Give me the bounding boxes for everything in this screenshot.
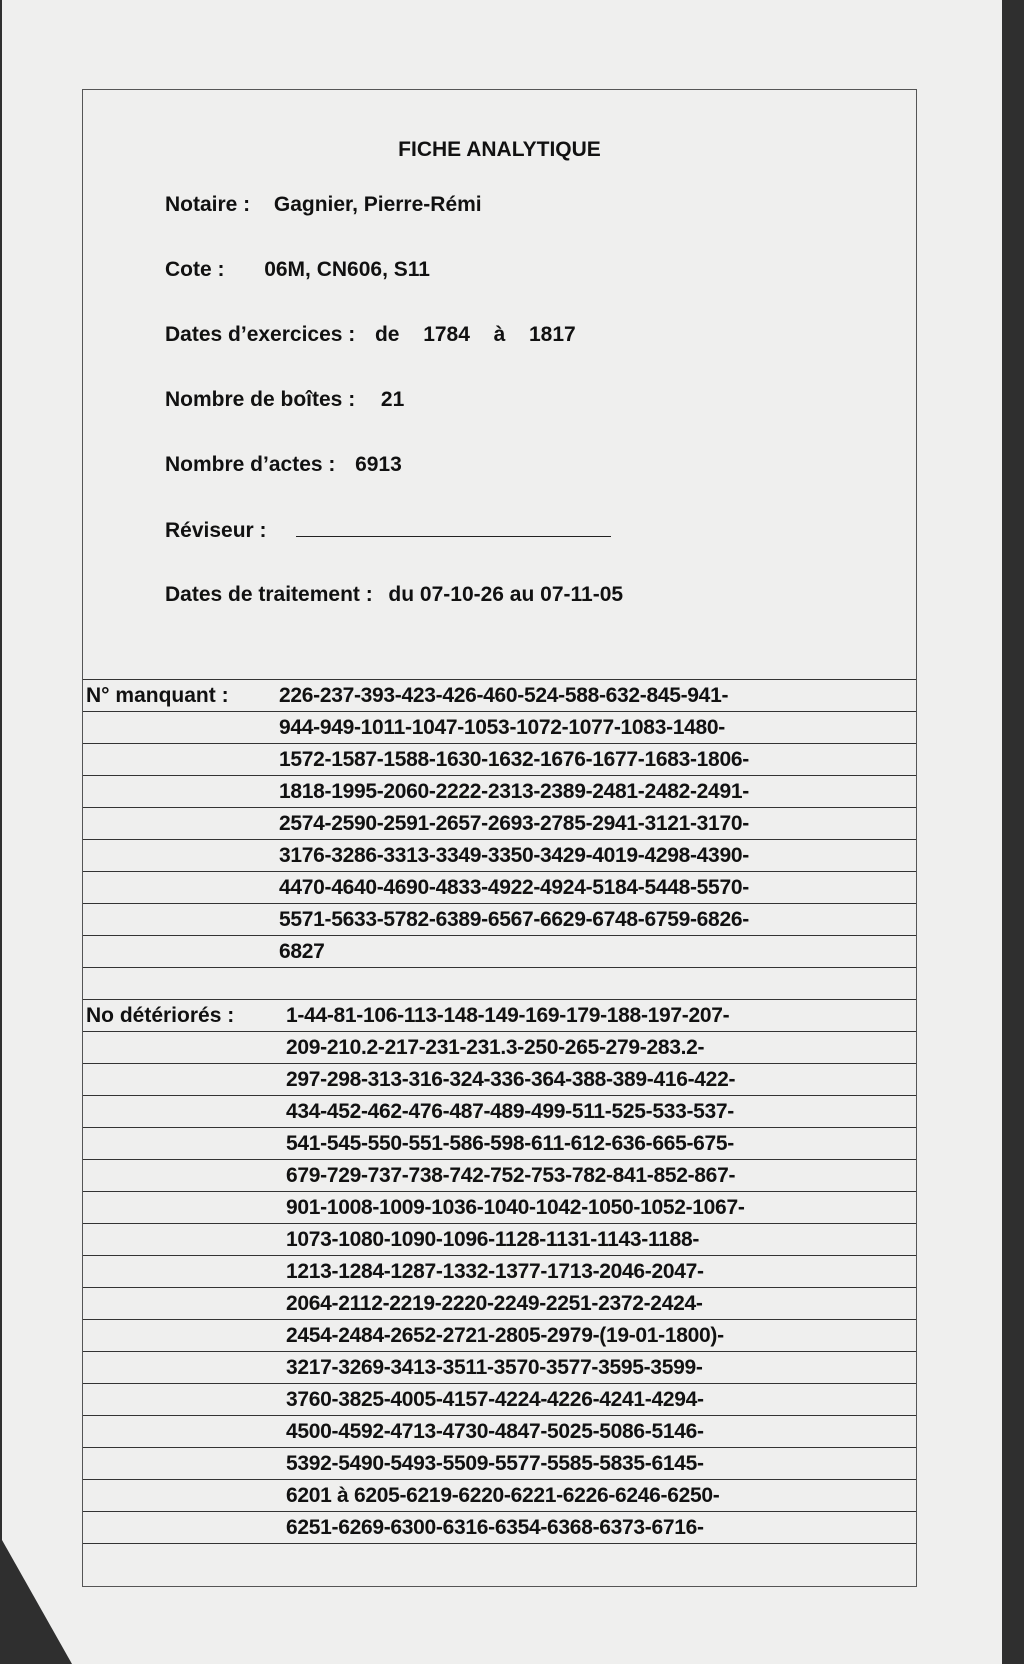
dates-exercices-a: à xyxy=(493,323,506,346)
dates-traitement-label: Dates de traitement : xyxy=(165,583,373,606)
nombre-boites-value: 21 xyxy=(380,388,405,411)
table-row xyxy=(83,775,916,807)
manquants-label: N° manquant : xyxy=(86,684,229,707)
table-row xyxy=(83,1383,916,1415)
table-row xyxy=(83,1031,916,1063)
notaire-field xyxy=(165,193,482,217)
dates-traitement-field xyxy=(165,583,623,607)
table-row xyxy=(83,1159,916,1191)
deteriores-line: 6251-6269-6300-6316-6354-6368-6373-6716- xyxy=(286,1516,704,1539)
table-row xyxy=(83,839,916,871)
table-row xyxy=(83,1127,916,1159)
table-row xyxy=(83,1319,916,1351)
folded-corner xyxy=(2,1540,72,1664)
table-row xyxy=(83,1287,916,1319)
deteriores-line: 3217-3269-3413-3511-3570-3577-3595-3599- xyxy=(286,1356,703,1379)
notaire-value: Gagnier, Pierre-Rémi xyxy=(273,193,482,216)
table-row xyxy=(83,1511,916,1543)
dates-exercices-field xyxy=(165,323,576,347)
deteriores-line: 297-298-313-316-324-336-364-388-389-416-422- xyxy=(286,1068,736,1091)
deteriores-label: No détériorés : xyxy=(86,1004,235,1027)
manquants-line: 226-237-393-423-426-460-524-588-632-845-941- xyxy=(279,684,729,707)
table-row xyxy=(83,1191,916,1223)
table-row xyxy=(83,1479,916,1511)
reviseur-signature-line xyxy=(296,518,611,537)
manquants-line: 6827 xyxy=(279,940,325,963)
table-row xyxy=(83,743,916,775)
deteriores-line: 2064-2112-2219-2220-2249-2251-2372-2424- xyxy=(286,1292,703,1315)
table-row xyxy=(83,711,916,743)
dates-exercices-label: Dates d’exercices : xyxy=(165,323,356,346)
reviseur-label: Réviseur : xyxy=(165,519,267,542)
dates-exercices-to: 1817 xyxy=(528,323,576,346)
table-row xyxy=(83,967,916,999)
deteriores-line: 434-452-462-476-487-489-499-511-525-533-537- xyxy=(286,1100,734,1123)
manquants-section xyxy=(83,679,916,999)
document-title: FICHE ANALYTIQUE xyxy=(398,138,601,161)
deteriores-line: 1213-1284-1287-1332-1377-1713-2046-2047- xyxy=(286,1260,704,1283)
form-frame xyxy=(82,89,917,1587)
table-row xyxy=(83,1447,916,1479)
table-row xyxy=(83,1063,916,1095)
deteriores-line: 4500-4592-4713-4730-4847-5025-5086-5146- xyxy=(286,1420,704,1443)
table-row xyxy=(83,1223,916,1255)
nombre-actes-value: 6913 xyxy=(355,453,402,476)
deteriores-line: 5392-5490-5493-5509-5577-5585-5835-6145- xyxy=(286,1452,704,1475)
dates-traitement-value: du 07-10-26 au 07-11-05 xyxy=(388,583,624,606)
deteriores-line: 1073-1080-1090-1096-1128-1131-1143-1188- xyxy=(286,1228,700,1251)
deteriores-line: 541-545-550-551-586-598-611-612-636-665-675- xyxy=(286,1132,734,1155)
table-row xyxy=(83,1415,916,1447)
deteriores-line: 679-729-737-738-742-752-753-782-841-852-867- xyxy=(286,1164,736,1187)
deteriores-line: 1-44-81-106-113-148-149-169-179-188-197-207- xyxy=(286,1004,730,1027)
table-row xyxy=(83,1351,916,1383)
notaire-label: Notaire : xyxy=(165,193,251,216)
deteriores-line: 2454-2484-2652-2721-2805-2979-(19-01-1800)- xyxy=(286,1324,724,1347)
table-row xyxy=(83,807,916,839)
nombre-boites-label: Nombre de boîtes : xyxy=(165,388,356,411)
deteriores-line: 209-210.2-217-231-231.3-250-265-279-283.2- xyxy=(286,1036,705,1059)
nombre-actes-label: Nombre d’actes : xyxy=(165,453,336,476)
reviseur-field xyxy=(165,518,611,543)
deteriores-line: 901-1008-1009-1036-1040-1042-1050-1052-1067- xyxy=(286,1196,745,1219)
manquants-line: 944-949-1011-1047-1053-1072-1077-1083-1480- xyxy=(279,716,725,739)
numbers-table xyxy=(83,679,916,1544)
table-row xyxy=(83,1255,916,1287)
manquants-line: 1572-1587-1588-1630-1632-1676-1677-1683-1806- xyxy=(279,748,749,771)
table-row xyxy=(83,935,916,967)
manquants-line: 5571-5633-5782-6389-6567-6629-6748-6759-6826- xyxy=(279,908,749,931)
deteriores-line: 6201 à 6205-6219-6220-6221-6226-6246-6250- xyxy=(286,1484,720,1507)
nombre-actes-field xyxy=(165,453,402,477)
nombre-boites-field xyxy=(165,388,404,412)
document-sheet xyxy=(2,0,1002,1664)
cote-value: 06M, CN606, S11 xyxy=(264,258,430,281)
table-row xyxy=(83,999,916,1031)
deteriores-section xyxy=(83,999,916,1543)
dates-exercices-from: 1784 xyxy=(423,323,470,346)
manquants-line: 2574-2590-2591-2657-2693-2785-2941-3121-3170- xyxy=(279,812,749,835)
table-row xyxy=(83,903,916,935)
table-row xyxy=(83,679,916,711)
dates-exercices-de: de xyxy=(374,323,400,346)
deteriores-line: 3760-3825-4005-4157-4224-4226-4241-4294- xyxy=(286,1388,704,1411)
manquants-line: 1818-1995-2060-2222-2313-2389-2481-2482-2491- xyxy=(279,780,749,803)
cote-label: Cote : xyxy=(165,258,225,281)
manquants-line: 3176-3286-3313-3349-3350-3429-4019-4298-4390- xyxy=(279,844,749,867)
manquants-line: 4470-4640-4690-4833-4922-4924-5184-5448-5570- xyxy=(279,876,749,899)
cote-field xyxy=(165,258,430,282)
table-row xyxy=(83,1095,916,1127)
table-row xyxy=(83,871,916,903)
